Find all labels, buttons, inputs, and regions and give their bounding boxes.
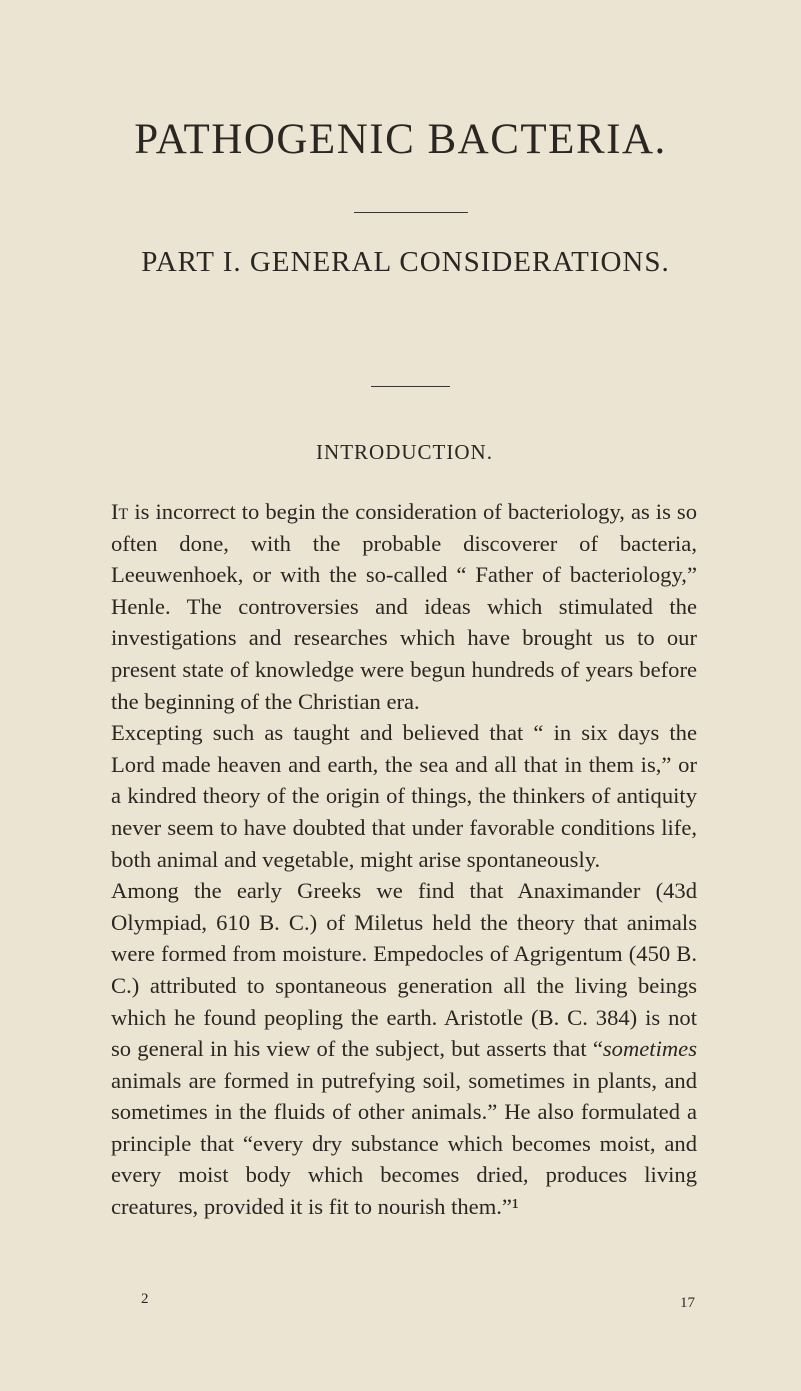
title-divider bbox=[354, 212, 468, 213]
part-divider bbox=[371, 386, 450, 387]
paragraph-3-text-after: animals are formed in putrefying soil, sometimes in plants, and sometimes in the fluids of other animals.” He also formulated a principle that “every dry substance which becomes moist, and every moist body which becomes dried, produces living creatures, provided it is fit to nourish them.”¹ bbox=[111, 1067, 697, 1220]
section-heading: INTRODUCTION. bbox=[316, 440, 493, 464]
book-title: PATHOGENIC BACTERIA. bbox=[134, 116, 667, 163]
paragraph-2 bbox=[111, 717, 697, 875]
paragraph-3-text-before: Among the early Greeks we find that Anaximander (43d Olympiad, 610 B. C.) of Miletus held the theory that animals were formed from moisture. Empedocles of Agrigentum (450 B. C.) attributed to spontaneous generation all the living beings which he found peopling the earth. Aristotle (B. C. 384) is not so general in his view of the subject, but asserts that “ bbox=[111, 878, 697, 1062]
paragraph-3 bbox=[111, 875, 697, 1223]
paragraph-3-italic: sometimes bbox=[602, 1036, 697, 1062]
paragraph-1-text: is incorrect to begin the consideration of bacteriology, as is so often done, with the probable discoverer of bacteria, Leeuwenhoek, or with the so-called “ Father of bacteriology,” Henle. The controversies and ideas which stimulated the investigations and researches which have brought us to our present state of knowledge were begun hundreds of years before the beginning of the Christian era. bbox=[111, 499, 697, 714]
page-footer bbox=[0, 1291, 801, 1321]
page-number: 17 bbox=[680, 1295, 695, 1311]
part-heading: PART I. GENERAL CONSIDERATIONS. bbox=[141, 246, 670, 278]
paragraph-2-text: Excepting such as taught and believed that “ in six days the Lord made heaven and earth, the sea and all that in them is,” or a kindred theory of the origin of things, the thinkers of antiquity never seem to have doubted that under favorable conditions life, both animal and vegetable, might arise spontaneously. bbox=[111, 720, 697, 872]
body-text bbox=[111, 496, 697, 1223]
paragraph-1 bbox=[111, 496, 697, 717]
paragraph-lead-word: It bbox=[111, 499, 129, 524]
signature-mark: 2 bbox=[141, 1291, 149, 1307]
